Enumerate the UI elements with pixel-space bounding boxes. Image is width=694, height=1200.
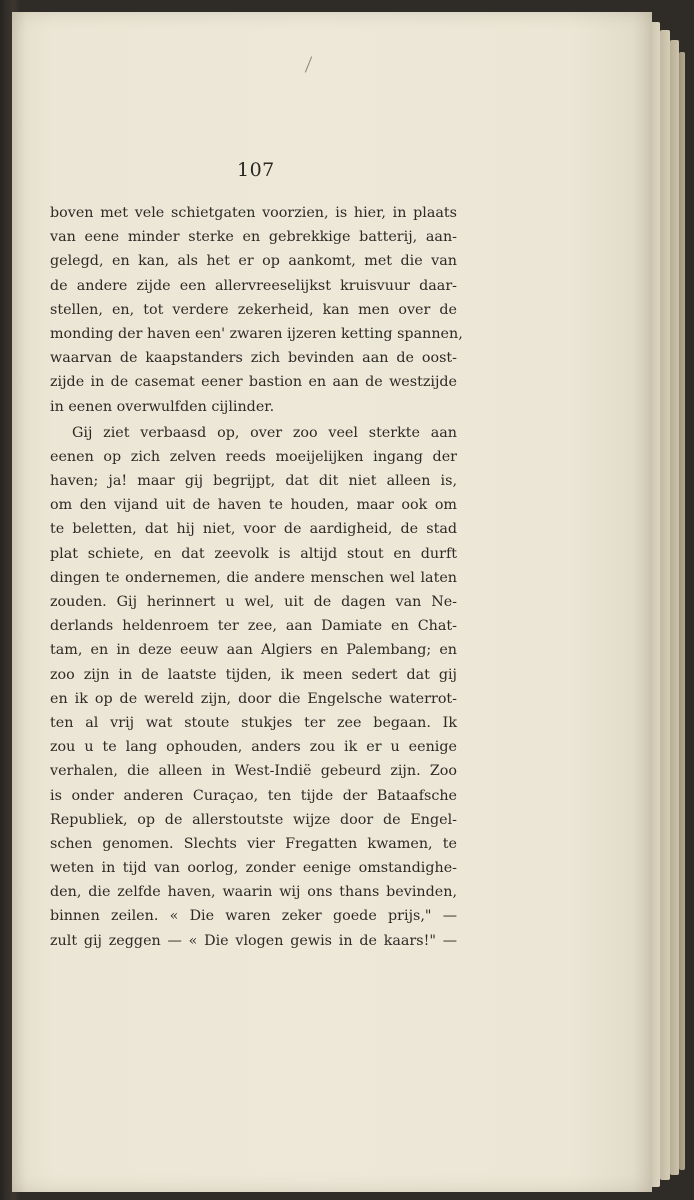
text-line: te beletten, dat hij niet, voor de aardigheid, de stad [50, 521, 457, 538]
text-line: Republiek, op de allerstoutste wijze door de Engel- [50, 811, 457, 828]
text-line: verhalen, die alleen in West-Indië gebeurd zijn. Zoo [50, 763, 457, 780]
text-line: weten in tijd van oorlog, zonder eenige omstandighe- [50, 860, 457, 877]
text-line: gelegd, en kan, als het er op aankomt, met die van [50, 253, 457, 270]
text-line: zult gij zeggen — « Die vlogen gewis in de kaars!" — [50, 932, 457, 949]
text-line: in eenen overwulfden cijlinder. [50, 398, 275, 415]
pencil-mark [305, 56, 312, 72]
page-edge [679, 52, 685, 1170]
text-line: boven met vele schietgaten voorzien, is hier, in plaats [50, 205, 457, 221]
text-line: dingen te ondernemen, die andere menschen wel laten [50, 569, 457, 586]
body-text [50, 201, 463, 953]
text-line: den, die zelfde haven, waarin wij ons thans bevinden, [50, 884, 457, 901]
text-line: waarvan de kaapstanders zich bevinden aan de oost- [50, 350, 457, 367]
text-line: eenen op zich zelven reeds moeijelijken ingang der [50, 448, 457, 465]
text-line: en ik op de wereld zijn, door die Engelsche waterrot- [50, 690, 457, 707]
text-line: plat schiete, en dat zeevolk is altijd stout en durft [50, 545, 457, 562]
page-number: 107 [237, 159, 275, 181]
text-line: derlands heldenroem ter zee, aan Damiate en Chat- [50, 618, 457, 635]
page-edge [670, 40, 679, 1175]
text-line: van eene minder sterke en gebrekkige batterij, aan- [50, 229, 457, 246]
text-line: ten al vrij wat stoute stukjes ter zee begaan. Ik [50, 714, 457, 731]
paper-sheet [12, 12, 652, 1192]
text-line: Gij ziet verbaasd op, over zoo veel sterkte aan [72, 424, 457, 441]
text-line: binnen zeilen. « Die waren zeker goede prijs," — [50, 908, 457, 925]
text-line: zijde in de casemat eener bastion en aan de westzijde [50, 374, 457, 391]
text-line: schen genomen. Slechts vier Fregatten kwamen, te [50, 835, 457, 852]
text-line: stellen, en, tot verdere zekerheid, kan men over de [50, 301, 457, 318]
page-edge [660, 30, 670, 1180]
text-line: tam, en in deze eeuw aan Algiers en Palembang; en [50, 642, 457, 659]
text-line: zouden. Gij herinnert u wel, uit de dagen van Ne- [50, 594, 457, 610]
text-line: haven; ja! maar gij begrijpt, dat dit niet alleen is, [50, 473, 457, 490]
text-line: de andere zijde een allervreeselijkst kruisvuur daar- [50, 277, 457, 294]
text-line: is onder anderen Curaçao, ten tijde der Bataafsche [50, 787, 457, 804]
text-line: om den vijand uit de haven te houden, maar ook om [50, 497, 457, 514]
text-line: zou u te lang ophouden, anders zou ik er u eenige [50, 739, 457, 756]
text-line: zoo zijn in de laatste tijden, ik meen sedert dat gij [50, 666, 457, 683]
text-line: monding der haven een' zwaren ijzeren ketting spannen, [50, 325, 463, 342]
